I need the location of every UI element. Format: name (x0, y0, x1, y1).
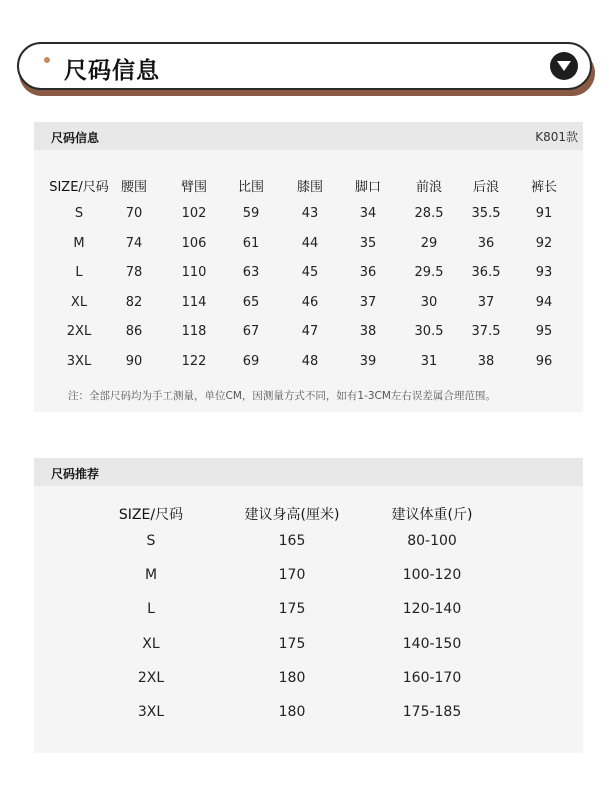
table-cell: 28.5 (414, 206, 444, 221)
table-cell: 78 (125, 265, 143, 280)
size-label-cell: 2XL (66, 324, 92, 339)
column-header: 后浪 (472, 180, 500, 195)
column-header: 臂围 (180, 180, 208, 195)
table-cell: 170 (278, 567, 306, 584)
column-header: 腰围 (120, 180, 148, 195)
dropdown-toggle-button[interactable] (550, 52, 578, 80)
table-cell: 37.5 (471, 324, 501, 339)
table-cell: 82 (125, 294, 143, 310)
table-cell: 120-140 (402, 601, 462, 618)
table-cell: 45 (301, 265, 319, 280)
column-header: 膝围 (296, 180, 324, 195)
product-code: K801款 (535, 130, 578, 144)
table-cell: 140-150 (402, 635, 462, 652)
table-cell: 94 (535, 294, 553, 310)
size-label-cell: S (74, 206, 84, 221)
table-cell: 90 (125, 353, 143, 369)
table-cell: 91 (535, 206, 553, 221)
table-cell: 36 (359, 265, 377, 280)
table-cell: 65 (242, 294, 260, 310)
table-cell: 36.5 (471, 265, 501, 280)
table-cell: 46 (301, 294, 319, 310)
table-cell: 59 (242, 206, 260, 221)
bullet-dot (44, 57, 50, 63)
table-cell: 122 (181, 353, 207, 369)
column-header: SIZE/尺码 (49, 180, 109, 195)
table-cell: 106 (181, 235, 207, 251)
table-cell: 93 (535, 265, 553, 280)
table-cell: 175 (278, 601, 306, 618)
table-cell: 80-100 (407, 533, 457, 549)
table-cell: 180 (278, 704, 306, 720)
size-label-cell: 3XL (66, 353, 92, 369)
table-cell: 63 (242, 265, 260, 280)
table-cell: 118 (181, 324, 207, 339)
table-cell: 47 (301, 324, 319, 339)
size-info-title: 尺码信息 (51, 131, 100, 145)
table-cell: 61 (242, 235, 260, 251)
table-cell: 44 (301, 235, 319, 251)
table-cell: 96 (535, 353, 553, 369)
table-cell: 29.5 (414, 265, 444, 280)
size-label-cell: M (144, 567, 158, 584)
table-cell: 39 (359, 353, 377, 369)
size-label-cell: M (73, 235, 85, 251)
table-cell: 37 (477, 294, 495, 310)
table-cell: 110 (181, 265, 207, 280)
column-header: 脚口 (354, 180, 382, 195)
size-label-cell: 2XL (137, 669, 165, 686)
column-header: 建议体重(斤) (391, 507, 473, 523)
table-cell: 38 (359, 324, 377, 339)
table-cell: 48 (301, 353, 319, 369)
table-cell: 30.5 (414, 324, 444, 339)
size-label-cell: L (75, 265, 83, 280)
size-label-cell: S (146, 533, 156, 549)
table-cell: 69 (242, 353, 260, 369)
table-cell: 180 (278, 669, 306, 686)
table-cell: 175 (278, 635, 306, 652)
column-header: 建议身高(厘米) (244, 507, 340, 523)
size-info-panel (34, 122, 583, 412)
table-cell: 36 (477, 235, 495, 251)
column-header: 前浪 (415, 180, 443, 195)
column-header: 裤长 (530, 180, 558, 195)
table-cell: 70 (125, 206, 143, 221)
table-cell: 34 (359, 206, 377, 221)
size-label-cell: XL (142, 635, 160, 652)
table-cell: 35.5 (471, 206, 501, 221)
size-recommend-header (34, 458, 583, 486)
table-cell: 30 (420, 294, 438, 310)
table-cell: 74 (125, 235, 143, 251)
column-header: SIZE/尺码 (118, 507, 184, 523)
table-cell: 102 (181, 206, 207, 221)
table-cell: 43 (301, 206, 319, 221)
size-label-cell: XL (70, 294, 88, 310)
table-cell: 165 (278, 533, 306, 549)
table-cell: 38 (477, 353, 495, 369)
table-cell: 37 (359, 294, 377, 310)
section-header (17, 42, 595, 98)
size-label-cell: 3XL (137, 704, 165, 720)
table-cell: 31 (420, 353, 438, 369)
table-cell: 100-120 (402, 567, 462, 584)
size-recommend-title: 尺码推荐 (51, 467, 100, 481)
table-cell: 175-185 (402, 704, 462, 720)
table-cell: 160-170 (402, 669, 462, 686)
column-header: 比围 (237, 180, 265, 195)
table-cell: 29 (420, 235, 438, 251)
size-recommend-panel (34, 458, 583, 753)
table-cell: 67 (242, 324, 260, 339)
table-cell: 92 (535, 235, 553, 251)
size-label-cell: L (147, 601, 155, 618)
table-cell: 35 (359, 235, 377, 251)
size-info-header (34, 122, 583, 150)
table-cell: 95 (535, 324, 553, 339)
table-cell: 86 (125, 324, 143, 339)
page-title: 尺码信息 (64, 58, 160, 84)
measurement-note: 注：全部尺码均为手工测量，单位CM，因测量方式不同，如有1-3CM左右误差属合理范围。 (68, 390, 496, 402)
table-cell: 114 (181, 294, 207, 310)
chevron-down-icon (557, 61, 571, 71)
header-pill (17, 42, 592, 90)
